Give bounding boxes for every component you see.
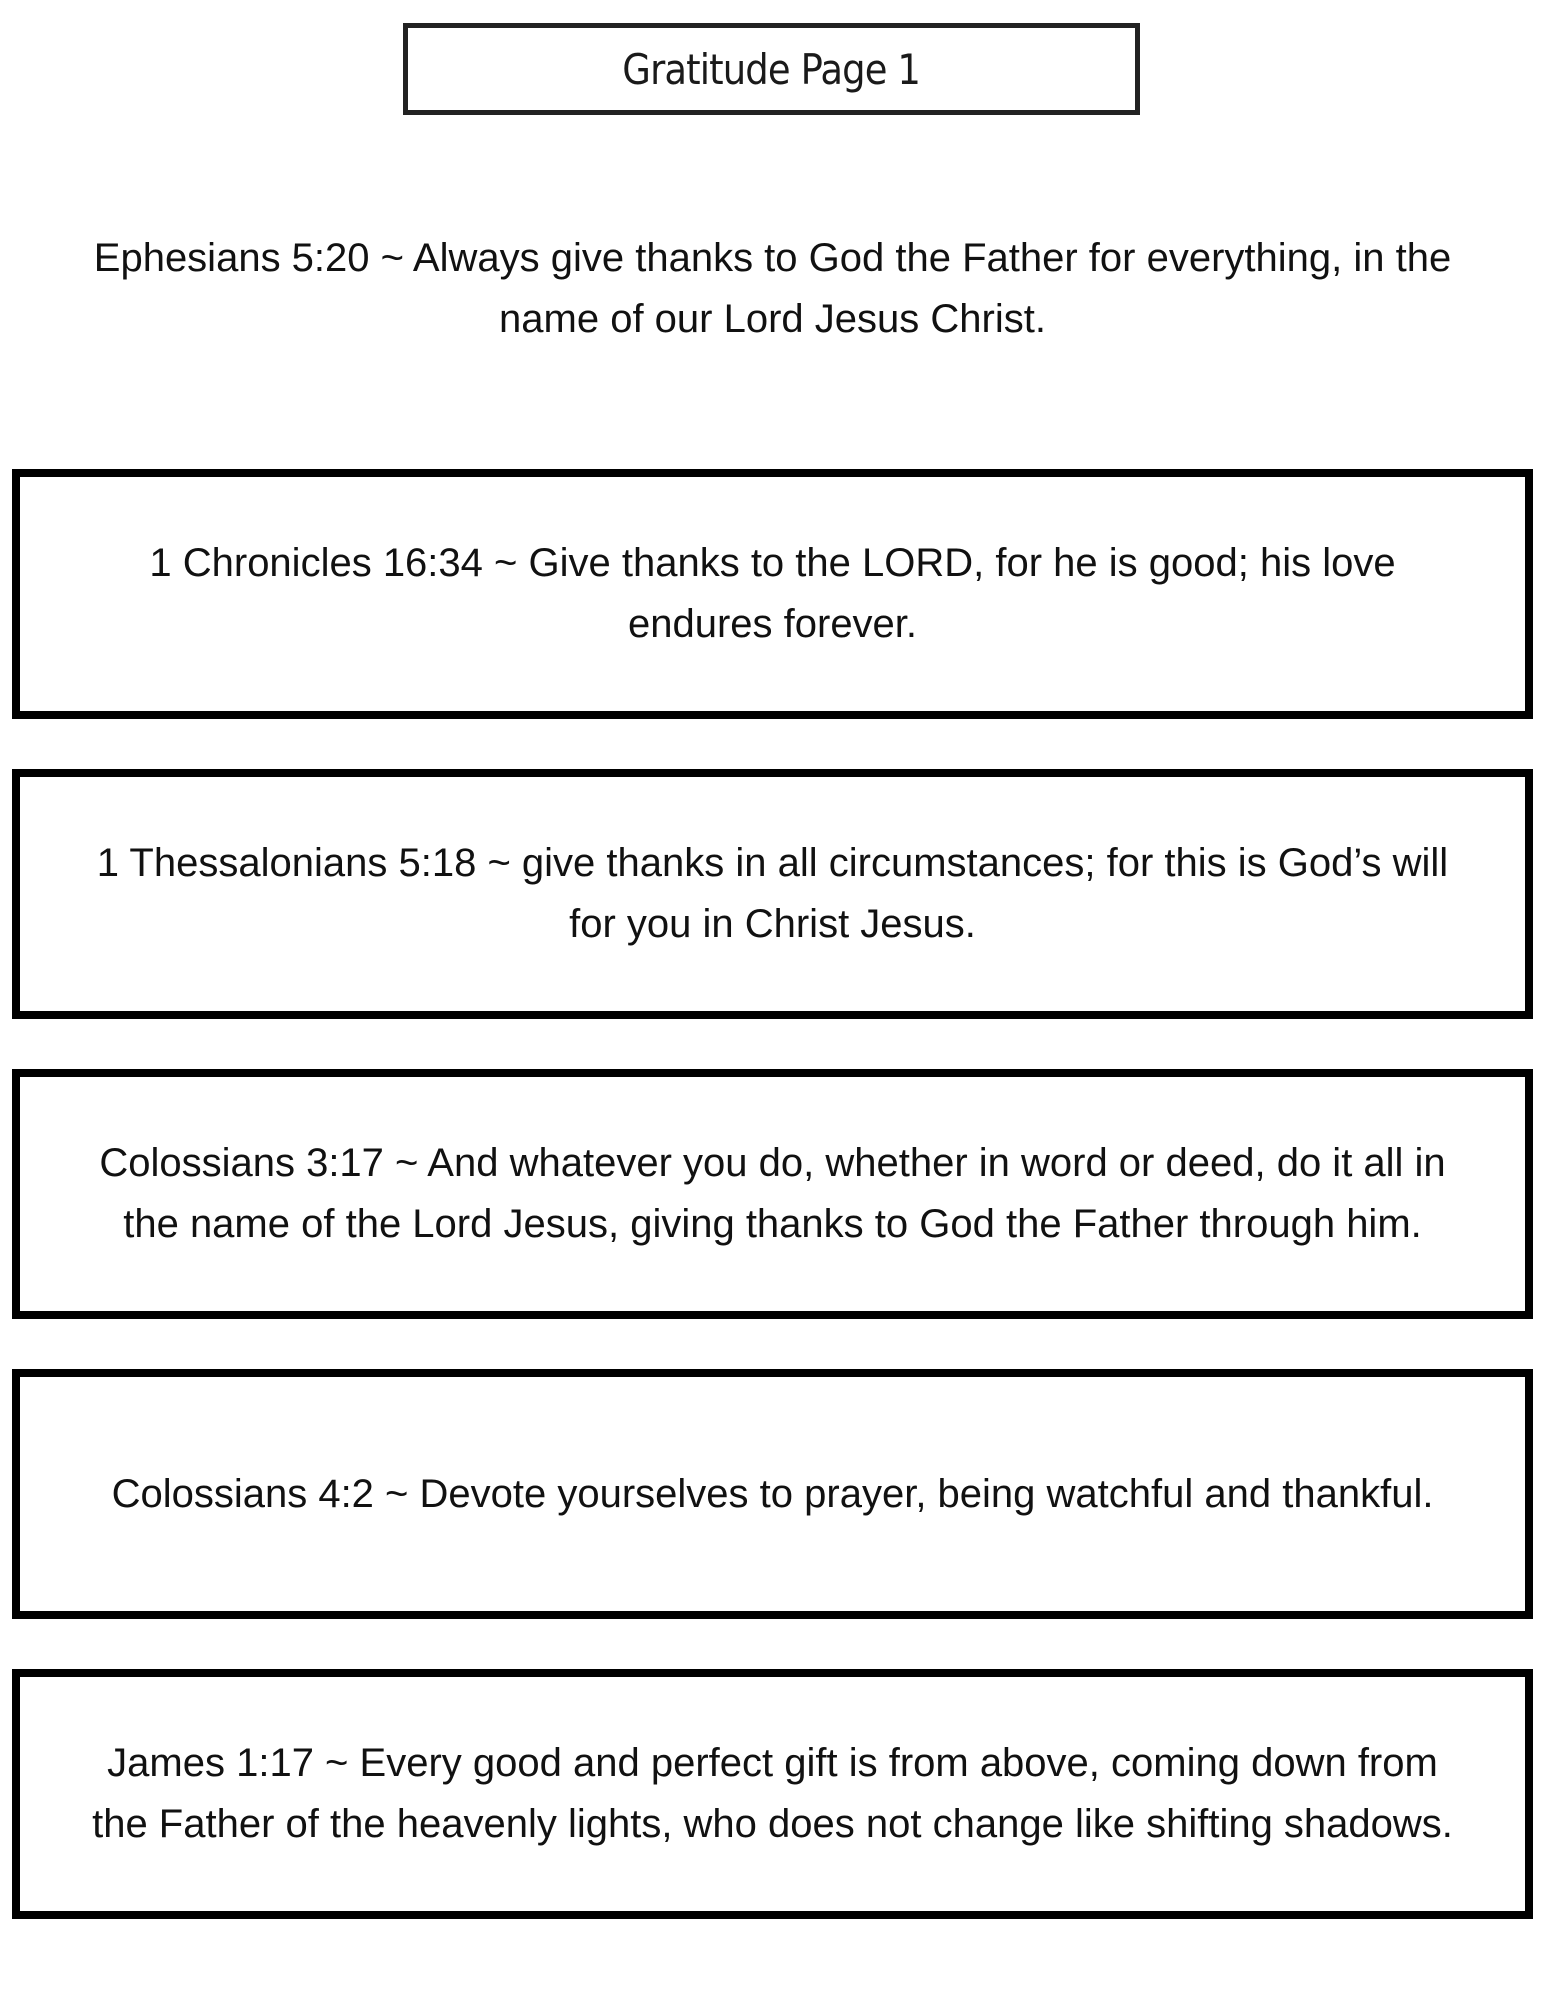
verse-text: Colossians 3:17 ~ And whatever you do, whether in word or deed, do it all in the name of the Lord Jesus, giving thanks to God the Father through him. <box>99 1141 1446 1246</box>
intro-verse: Ephesians 5:20 ~ Always give thanks to God the Father for everything, in the name of our Lord Jesus Christ. <box>93 236 1452 341</box>
verse-box <box>12 769 1533 1019</box>
page-title-box <box>403 23 1140 115</box>
verse-text: 1 Chronicles 16:34 ~ Give thanks to the LORD, for he is good; his love endures forever. <box>149 541 1396 646</box>
verse-text: Colossians 4:2 ~ Devote yourselves to prayer, being watchful and thankful. <box>111 1471 1434 1516</box>
verse-box <box>12 1069 1533 1319</box>
verse-text: 1 Thessalonians 5:18 ~ give thanks in all circumstances; for this is God’s will for you in Christ Jesus. <box>96 841 1449 946</box>
page-title: Gratitude Page 1 <box>622 44 921 94</box>
verse-box <box>12 1669 1533 1919</box>
verse-box <box>12 1369 1533 1619</box>
verse-text: James 1:17 ~ Every good and perfect gift is from above, coming down from the Father of the heavenly lights, who does not change like shifting shadows. <box>92 1741 1453 1846</box>
verse-box <box>12 469 1533 719</box>
